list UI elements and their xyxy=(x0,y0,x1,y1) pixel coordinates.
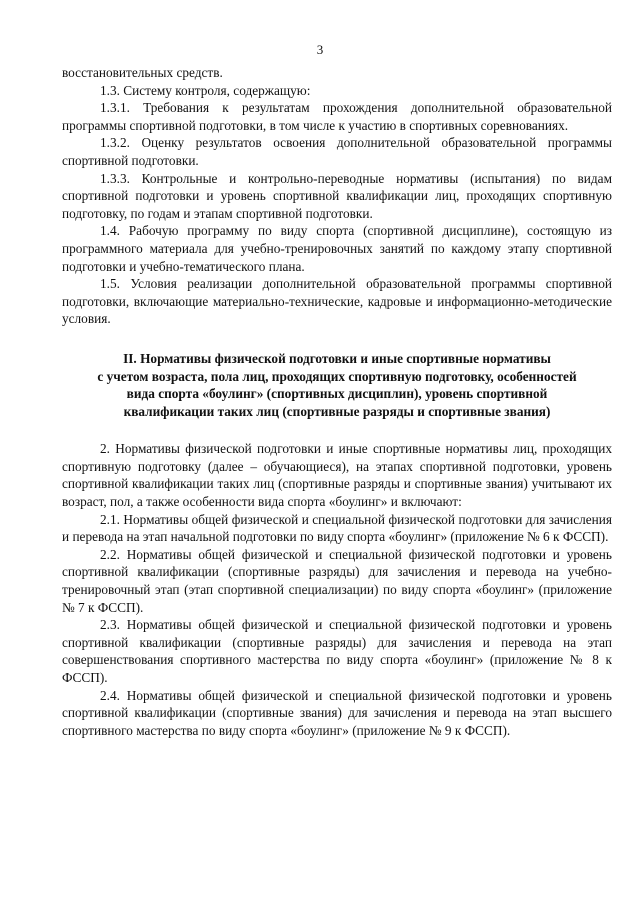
paragraph: 2.4. Нормативы общей физической и специальной физической подготовки и уровень спортивной квалификации (спортивные звания) для зачисления и перевода на этап высшего спортивного мастерства по виду спорта «боулинг» (приложение № 9 к ФССП). xyxy=(62,687,612,738)
section-heading-line: квалификации таких лиц (спортивные разряды и спортивные звания) xyxy=(123,403,551,419)
page-number: 3 xyxy=(316,42,324,57)
paragraph: 2.3. Нормативы общей физической и специальной физической подготовки и уровень спортивной квалификации (спортивные разряды) для зачисления и перевода на этап совершенствования спортивного мастерства по виду спорта «боулинг» (приложение № 8 к ФССП). xyxy=(62,617,612,685)
section-heading-line: с учетом возраста, пола лиц, проходящих спортивную подготовку, особенностей xyxy=(97,368,577,384)
paragraph: 1.3.2. Оценку результатов освоения дополнительной образовательной программы спортивной подготовки. xyxy=(62,135,612,168)
paragraph: 2.2. Нормативы общей физической и специальной физической подготовки и уровень спортивной квалификации (спортивные разряды) для зачисления и перевода на учебно-тренировочный этап (этап спортивной специализации) по виду спорта «боулинг» (приложение № 7 к ФССП). xyxy=(62,546,612,615)
section-heading-line: вида спорта «боулинг» (спортивных дисциплин), уровень спортивной xyxy=(126,386,548,402)
paragraph: 1.5. Условия реализации дополнительной образовательной программы спортивной подготовки, включающие материально-технические, кадровые и информационно-методические условия. xyxy=(62,276,612,327)
paragraph: 2. Нормативы физической подготовки и иные спортивные нормативы лиц, проходящих спортивную подготовку (далее – обучающиеся), на этапах спортивной подготовки, уровень спортивной квалификации таких лиц (спортивные разряды и спортивные звания) учитывают их возраст, пол, а также особенности вида спорта «боулинг» и включают: xyxy=(62,441,612,510)
document-body xyxy=(62,64,612,739)
paragraph: 1.3. Систему контроля, содержащую: xyxy=(100,82,311,98)
paragraphs-top xyxy=(62,64,612,328)
section-heading-line: II. Нормативы физической подготовки и иные спортивные нормативы xyxy=(123,350,551,366)
paragraphs-bottom xyxy=(62,440,612,739)
paragraph: 1.3.3. Контрольные и контрольно-переводные нормативы (испытания) по видам спортивной подготовки и уровень спортивной квалификации лиц, проходящих спортивную подготовку, по годам и этапам спортивной подготовки. xyxy=(62,170,612,221)
paragraph: восстановительных средств. xyxy=(62,65,223,80)
paragraph: 2.1. Нормативы общей физической и специальной физической подготовки для зачисления и перевода на этап начальной подготовки по виду спорта «боулинг» (приложение № 6 к ФССП). xyxy=(62,511,612,545)
paragraph: 1.3.1. Требования к результатам прохождения дополнительной образовательной программы спортивной подготовки, в том числе к участию в спортивных соревнованиях. xyxy=(62,100,612,133)
paragraph: 1.4. Рабочую программу по виду спорта (спортивной дисциплине), состоящую из программного материала для учебно-тренировочных занятий по каждому этапу спортивной подготовки и учебно-тематического плана. xyxy=(62,223,612,274)
section-heading xyxy=(62,350,612,420)
